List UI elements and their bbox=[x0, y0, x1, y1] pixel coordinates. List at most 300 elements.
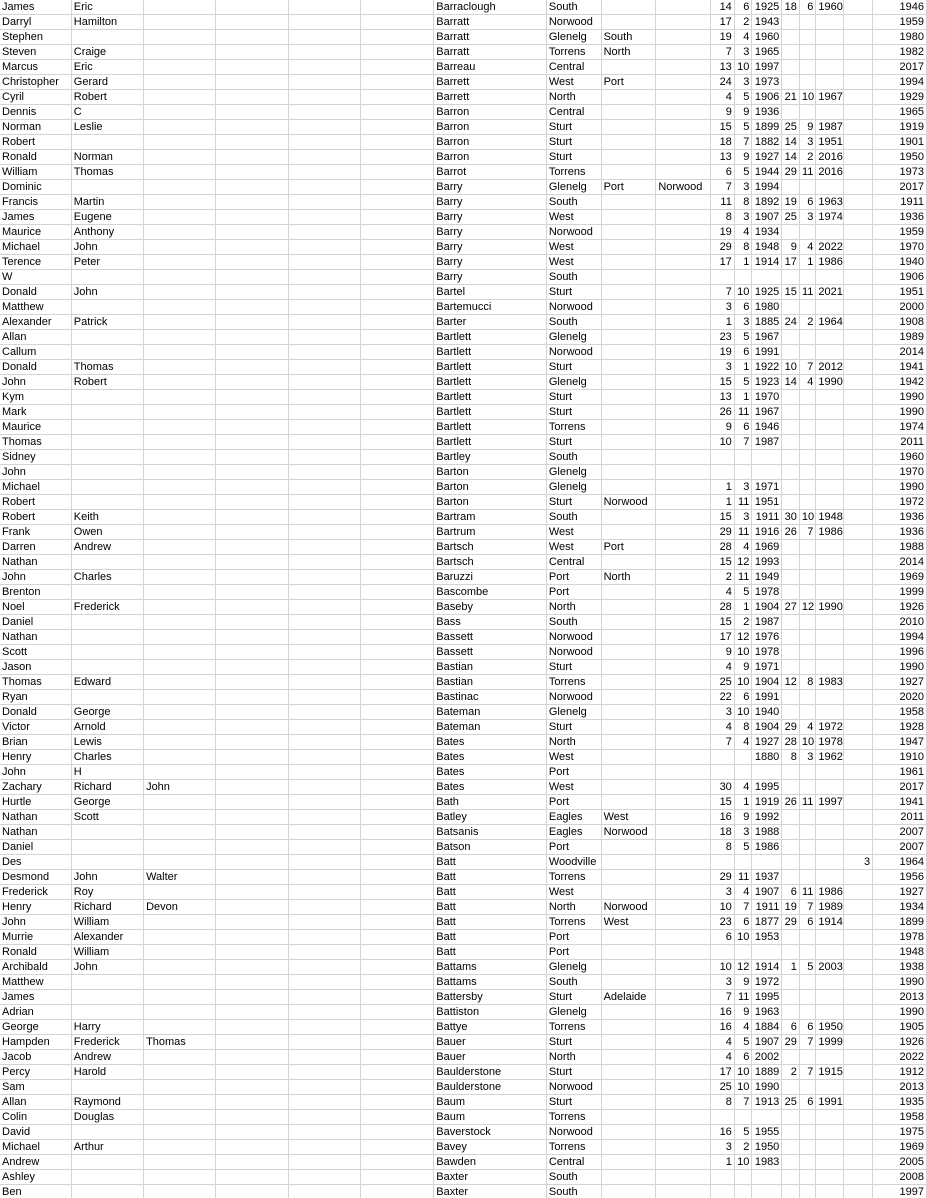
table-cell[interactable]: 1 bbox=[734, 360, 752, 375]
table-cell[interactable]: 3 bbox=[799, 750, 816, 765]
table-cell[interactable]: 1992 bbox=[752, 810, 782, 825]
table-cell[interactable] bbox=[601, 285, 656, 300]
table-cell[interactable]: Matthew bbox=[0, 300, 71, 315]
table-cell[interactable] bbox=[656, 315, 711, 330]
table-cell[interactable]: 1919 bbox=[752, 795, 782, 810]
table-cell[interactable]: Bavey bbox=[434, 1140, 547, 1155]
table-cell[interactable] bbox=[144, 105, 216, 120]
table-cell[interactable] bbox=[360, 975, 433, 990]
table-cell[interactable] bbox=[360, 345, 433, 360]
table-cell[interactable]: 1940 bbox=[752, 705, 782, 720]
table-cell[interactable] bbox=[601, 780, 656, 795]
table-cell[interactable] bbox=[360, 270, 433, 285]
table-cell[interactable] bbox=[844, 1125, 873, 1140]
table-cell[interactable]: Bauer bbox=[434, 1050, 547, 1065]
table-cell[interactable]: 1999 bbox=[873, 585, 927, 600]
table-cell[interactable]: 6 bbox=[799, 1020, 816, 1035]
table-cell[interactable]: Sturt bbox=[546, 135, 601, 150]
table-cell[interactable]: John bbox=[0, 465, 71, 480]
table-cell[interactable]: 1927 bbox=[752, 735, 782, 750]
table-cell[interactable] bbox=[71, 405, 143, 420]
table-cell[interactable]: 10 bbox=[711, 900, 735, 915]
table-cell[interactable] bbox=[360, 600, 433, 615]
table-cell[interactable] bbox=[799, 480, 816, 495]
table-cell[interactable] bbox=[844, 525, 873, 540]
table-cell[interactable] bbox=[656, 1110, 711, 1125]
table-cell[interactable]: 7 bbox=[799, 1035, 816, 1050]
table-cell[interactable]: Battams bbox=[434, 960, 547, 975]
table-cell[interactable]: George bbox=[71, 705, 143, 720]
table-cell[interactable]: Marcus bbox=[0, 60, 71, 75]
table-cell[interactable]: Batt bbox=[434, 945, 547, 960]
table-cell[interactable] bbox=[288, 915, 360, 930]
table-cell[interactable] bbox=[288, 930, 360, 945]
table-cell[interactable]: 1972 bbox=[752, 975, 782, 990]
table-cell[interactable] bbox=[782, 45, 800, 60]
table-cell[interactable]: 1 bbox=[782, 960, 800, 975]
table-cell[interactable] bbox=[844, 900, 873, 915]
table-cell[interactable] bbox=[71, 30, 143, 45]
table-cell[interactable]: West bbox=[546, 780, 601, 795]
table-cell[interactable] bbox=[782, 405, 800, 420]
table-cell[interactable]: 1986 bbox=[816, 525, 844, 540]
table-cell[interactable]: John bbox=[144, 780, 216, 795]
table-cell[interactable] bbox=[656, 150, 711, 165]
table-cell[interactable] bbox=[601, 210, 656, 225]
table-cell[interactable] bbox=[816, 780, 844, 795]
table-cell[interactable] bbox=[844, 150, 873, 165]
table-cell[interactable] bbox=[601, 690, 656, 705]
table-cell[interactable]: 1907 bbox=[752, 210, 782, 225]
table-cell[interactable]: 1949 bbox=[752, 570, 782, 585]
table-cell[interactable] bbox=[656, 195, 711, 210]
table-cell[interactable] bbox=[656, 870, 711, 885]
table-cell[interactable]: Michael bbox=[0, 480, 71, 495]
table-cell[interactable]: 1986 bbox=[816, 885, 844, 900]
table-cell[interactable]: 1948 bbox=[873, 945, 927, 960]
table-cell[interactable] bbox=[360, 105, 433, 120]
table-cell[interactable]: 30 bbox=[782, 510, 800, 525]
table-cell[interactable] bbox=[216, 180, 288, 195]
table-cell[interactable] bbox=[288, 960, 360, 975]
table-cell[interactable] bbox=[844, 750, 873, 765]
table-cell[interactable]: 5 bbox=[734, 585, 752, 600]
table-cell[interactable]: 3 bbox=[734, 480, 752, 495]
table-cell[interactable]: Keith bbox=[71, 510, 143, 525]
table-cell[interactable] bbox=[288, 945, 360, 960]
table-cell[interactable]: Stephen bbox=[0, 30, 71, 45]
table-cell[interactable]: 11 bbox=[799, 165, 816, 180]
table-cell[interactable] bbox=[799, 105, 816, 120]
table-cell[interactable]: Donald bbox=[0, 285, 71, 300]
table-cell[interactable] bbox=[216, 900, 288, 915]
table-cell[interactable] bbox=[216, 150, 288, 165]
table-cell[interactable]: Bartel bbox=[434, 285, 547, 300]
table-cell[interactable]: Sturt bbox=[546, 390, 601, 405]
table-cell[interactable]: Desmond bbox=[0, 870, 71, 885]
table-cell[interactable] bbox=[656, 750, 711, 765]
table-cell[interactable] bbox=[816, 1155, 844, 1170]
table-cell[interactable]: Bartlett bbox=[434, 435, 547, 450]
table-cell[interactable]: 6 bbox=[782, 885, 800, 900]
table-cell[interactable] bbox=[360, 555, 433, 570]
table-cell[interactable] bbox=[816, 75, 844, 90]
table-cell[interactable]: Edward bbox=[71, 675, 143, 690]
table-cell[interactable] bbox=[816, 1050, 844, 1065]
table-cell[interactable] bbox=[711, 945, 735, 960]
table-cell[interactable] bbox=[799, 855, 816, 870]
table-cell[interactable] bbox=[360, 240, 433, 255]
table-cell[interactable] bbox=[656, 1035, 711, 1050]
table-cell[interactable] bbox=[216, 750, 288, 765]
table-cell[interactable] bbox=[601, 840, 656, 855]
table-cell[interactable]: Eagles bbox=[546, 825, 601, 840]
table-cell[interactable]: Baulderstone bbox=[434, 1080, 547, 1095]
table-cell[interactable]: 23 bbox=[711, 330, 735, 345]
table-cell[interactable]: 1910 bbox=[873, 750, 927, 765]
table-cell[interactable] bbox=[844, 345, 873, 360]
table-cell[interactable]: 1980 bbox=[873, 30, 927, 45]
table-cell[interactable] bbox=[216, 795, 288, 810]
table-cell[interactable] bbox=[799, 1185, 816, 1198]
table-cell[interactable] bbox=[360, 285, 433, 300]
table-cell[interactable]: Patrick bbox=[71, 315, 143, 330]
table-cell[interactable] bbox=[844, 495, 873, 510]
table-cell[interactable]: Robert bbox=[0, 495, 71, 510]
table-cell[interactable] bbox=[216, 120, 288, 135]
table-cell[interactable] bbox=[782, 15, 800, 30]
table-cell[interactable] bbox=[799, 405, 816, 420]
table-cell[interactable] bbox=[216, 225, 288, 240]
table-cell[interactable] bbox=[144, 840, 216, 855]
table-cell[interactable] bbox=[216, 450, 288, 465]
table-cell[interactable]: 1995 bbox=[752, 990, 782, 1005]
table-cell[interactable]: Bass bbox=[434, 615, 547, 630]
table-cell[interactable]: Batson bbox=[434, 840, 547, 855]
table-cell[interactable]: Battiston bbox=[434, 1005, 547, 1020]
table-cell[interactable]: 6 bbox=[734, 690, 752, 705]
table-cell[interactable] bbox=[216, 1125, 288, 1140]
table-cell[interactable] bbox=[799, 945, 816, 960]
table-cell[interactable]: 17 bbox=[782, 255, 800, 270]
table-cell[interactable] bbox=[360, 525, 433, 540]
table-cell[interactable]: Robert bbox=[71, 90, 143, 105]
table-cell[interactable] bbox=[656, 885, 711, 900]
table-cell[interactable]: 25 bbox=[782, 1095, 800, 1110]
table-cell[interactable]: Sidney bbox=[0, 450, 71, 465]
table-cell[interactable] bbox=[144, 1050, 216, 1065]
table-cell[interactable]: 1982 bbox=[873, 45, 927, 60]
table-cell[interactable] bbox=[799, 300, 816, 315]
table-cell[interactable] bbox=[601, 435, 656, 450]
table-cell[interactable] bbox=[782, 330, 800, 345]
table-cell[interactable]: 2012 bbox=[816, 360, 844, 375]
table-cell[interactable] bbox=[656, 675, 711, 690]
table-cell[interactable] bbox=[799, 390, 816, 405]
table-cell[interactable] bbox=[144, 375, 216, 390]
table-cell[interactable]: 11 bbox=[711, 195, 735, 210]
table-cell[interactable] bbox=[360, 150, 433, 165]
table-cell[interactable] bbox=[656, 105, 711, 120]
table-cell[interactable] bbox=[360, 135, 433, 150]
table-cell[interactable] bbox=[144, 990, 216, 1005]
table-cell[interactable] bbox=[844, 840, 873, 855]
table-cell[interactable] bbox=[816, 570, 844, 585]
table-cell[interactable] bbox=[288, 555, 360, 570]
table-cell[interactable]: Sam bbox=[0, 1080, 71, 1095]
table-cell[interactable] bbox=[782, 930, 800, 945]
table-cell[interactable]: 1927 bbox=[873, 675, 927, 690]
table-cell[interactable] bbox=[782, 825, 800, 840]
table-cell[interactable]: 1937 bbox=[752, 870, 782, 885]
table-cell[interactable] bbox=[288, 615, 360, 630]
table-cell[interactable]: Torrens bbox=[546, 870, 601, 885]
table-cell[interactable]: 16 bbox=[711, 810, 735, 825]
table-cell[interactable] bbox=[656, 960, 711, 975]
table-cell[interactable] bbox=[360, 705, 433, 720]
table-cell[interactable]: 1970 bbox=[873, 240, 927, 255]
table-cell[interactable] bbox=[360, 780, 433, 795]
table-cell[interactable]: James bbox=[0, 0, 71, 15]
table-cell[interactable]: C bbox=[71, 105, 143, 120]
table-cell[interactable] bbox=[601, 705, 656, 720]
table-cell[interactable] bbox=[656, 60, 711, 75]
table-cell[interactable]: Sturt bbox=[546, 405, 601, 420]
table-cell[interactable] bbox=[782, 75, 800, 90]
table-cell[interactable] bbox=[288, 1125, 360, 1140]
table-cell[interactable]: Eric bbox=[71, 60, 143, 75]
table-cell[interactable]: Adrian bbox=[0, 1005, 71, 1020]
table-cell[interactable] bbox=[601, 675, 656, 690]
table-cell[interactable] bbox=[844, 360, 873, 375]
table-cell[interactable] bbox=[844, 240, 873, 255]
table-cell[interactable] bbox=[656, 90, 711, 105]
table-cell[interactable] bbox=[216, 570, 288, 585]
table-cell[interactable]: 9 bbox=[734, 810, 752, 825]
table-cell[interactable] bbox=[844, 1005, 873, 1020]
table-cell[interactable]: Robert bbox=[71, 375, 143, 390]
table-cell[interactable] bbox=[816, 495, 844, 510]
table-cell[interactable]: 15 bbox=[711, 615, 735, 630]
table-cell[interactable] bbox=[360, 0, 433, 15]
table-cell[interactable] bbox=[144, 15, 216, 30]
table-cell[interactable] bbox=[288, 45, 360, 60]
table-cell[interactable] bbox=[288, 390, 360, 405]
table-cell[interactable] bbox=[216, 405, 288, 420]
table-cell[interactable]: Thomas bbox=[71, 360, 143, 375]
table-cell[interactable] bbox=[360, 615, 433, 630]
table-cell[interactable] bbox=[799, 930, 816, 945]
table-cell[interactable] bbox=[601, 510, 656, 525]
table-cell[interactable]: 1904 bbox=[752, 675, 782, 690]
table-cell[interactable] bbox=[144, 180, 216, 195]
table-cell[interactable] bbox=[71, 330, 143, 345]
table-cell[interactable]: 10 bbox=[711, 960, 735, 975]
table-cell[interactable]: 1892 bbox=[752, 195, 782, 210]
table-cell[interactable]: 16 bbox=[711, 1020, 735, 1035]
table-cell[interactable]: 13 bbox=[711, 150, 735, 165]
table-cell[interactable]: Battams bbox=[434, 975, 547, 990]
table-cell[interactable] bbox=[656, 345, 711, 360]
table-cell[interactable] bbox=[782, 945, 800, 960]
table-cell[interactable] bbox=[601, 1065, 656, 1080]
table-cell[interactable]: 1 bbox=[799, 255, 816, 270]
table-cell[interactable]: 2017 bbox=[873, 60, 927, 75]
table-cell[interactable] bbox=[288, 510, 360, 525]
table-cell[interactable] bbox=[288, 720, 360, 735]
table-cell[interactable] bbox=[288, 795, 360, 810]
table-cell[interactable] bbox=[144, 645, 216, 660]
table-cell[interactable] bbox=[360, 825, 433, 840]
table-cell[interactable] bbox=[216, 105, 288, 120]
table-cell[interactable]: Barron bbox=[434, 120, 547, 135]
table-cell[interactable]: 8 bbox=[734, 240, 752, 255]
table-cell[interactable]: 1923 bbox=[752, 375, 782, 390]
table-cell[interactable]: 1 bbox=[711, 495, 735, 510]
table-cell[interactable]: 2020 bbox=[873, 690, 927, 705]
table-cell[interactable]: South bbox=[546, 510, 601, 525]
table-cell[interactable]: 1997 bbox=[816, 795, 844, 810]
table-cell[interactable]: Norwood bbox=[601, 900, 656, 915]
table-cell[interactable] bbox=[782, 630, 800, 645]
table-cell[interactable] bbox=[216, 1020, 288, 1035]
table-cell[interactable]: 1914 bbox=[752, 960, 782, 975]
table-cell[interactable] bbox=[288, 360, 360, 375]
table-cell[interactable]: 1990 bbox=[873, 480, 927, 495]
table-cell[interactable]: 1912 bbox=[873, 1065, 927, 1080]
table-cell[interactable]: 28 bbox=[711, 600, 735, 615]
table-cell[interactable] bbox=[799, 450, 816, 465]
table-cell[interactable]: Batt bbox=[434, 900, 547, 915]
table-cell[interactable]: Thomas bbox=[71, 165, 143, 180]
table-cell[interactable]: Charles bbox=[71, 570, 143, 585]
table-cell[interactable]: 1953 bbox=[752, 930, 782, 945]
table-cell[interactable] bbox=[711, 1170, 735, 1185]
table-cell[interactable] bbox=[288, 1155, 360, 1170]
table-cell[interactable]: 1991 bbox=[752, 345, 782, 360]
table-cell[interactable]: Sturt bbox=[546, 150, 601, 165]
table-cell[interactable]: Eagles bbox=[546, 810, 601, 825]
table-cell[interactable] bbox=[656, 795, 711, 810]
table-cell[interactable] bbox=[799, 30, 816, 45]
table-cell[interactable]: Ronald bbox=[0, 150, 71, 165]
table-cell[interactable] bbox=[601, 765, 656, 780]
table-cell[interactable] bbox=[288, 270, 360, 285]
table-cell[interactable]: Michael bbox=[0, 240, 71, 255]
table-cell[interactable] bbox=[216, 15, 288, 30]
table-cell[interactable] bbox=[360, 30, 433, 45]
table-cell[interactable] bbox=[656, 900, 711, 915]
table-cell[interactable] bbox=[816, 840, 844, 855]
table-cell[interactable]: 2014 bbox=[873, 345, 927, 360]
table-cell[interactable] bbox=[844, 330, 873, 345]
table-cell[interactable]: 1884 bbox=[752, 1020, 782, 1035]
table-cell[interactable] bbox=[782, 1005, 800, 1020]
table-cell[interactable] bbox=[799, 990, 816, 1005]
table-cell[interactable] bbox=[360, 765, 433, 780]
table-cell[interactable]: Nathan bbox=[0, 810, 71, 825]
table-cell[interactable]: 4 bbox=[734, 735, 752, 750]
table-cell[interactable]: 1959 bbox=[873, 15, 927, 30]
table-cell[interactable] bbox=[288, 810, 360, 825]
table-cell[interactable]: Bartlett bbox=[434, 345, 547, 360]
table-cell[interactable]: Arthur bbox=[71, 1140, 143, 1155]
table-cell[interactable]: Jacob bbox=[0, 1050, 71, 1065]
table-cell[interactable] bbox=[799, 465, 816, 480]
table-cell[interactable] bbox=[288, 435, 360, 450]
table-cell[interactable] bbox=[288, 660, 360, 675]
table-cell[interactable]: 9 bbox=[734, 1005, 752, 1020]
table-cell[interactable] bbox=[844, 960, 873, 975]
table-cell[interactable] bbox=[601, 630, 656, 645]
table-cell[interactable] bbox=[288, 1110, 360, 1125]
table-cell[interactable] bbox=[844, 990, 873, 1005]
table-cell[interactable]: 4 bbox=[734, 885, 752, 900]
table-cell[interactable]: 12 bbox=[782, 675, 800, 690]
table-cell[interactable] bbox=[656, 810, 711, 825]
table-cell[interactable]: 3 bbox=[844, 855, 873, 870]
table-cell[interactable]: Zachary bbox=[0, 780, 71, 795]
table-cell[interactable] bbox=[782, 660, 800, 675]
table-cell[interactable] bbox=[782, 540, 800, 555]
table-cell[interactable]: John bbox=[0, 375, 71, 390]
table-cell[interactable] bbox=[799, 645, 816, 660]
table-cell[interactable]: Douglas bbox=[71, 1110, 143, 1125]
table-cell[interactable] bbox=[601, 885, 656, 900]
table-cell[interactable]: 1914 bbox=[816, 915, 844, 930]
table-cell[interactable]: Sturt bbox=[546, 660, 601, 675]
table-cell[interactable] bbox=[816, 540, 844, 555]
table-cell[interactable]: 2021 bbox=[816, 285, 844, 300]
table-cell[interactable]: 1950 bbox=[873, 150, 927, 165]
table-cell[interactable] bbox=[601, 465, 656, 480]
table-cell[interactable] bbox=[71, 1080, 143, 1095]
table-cell[interactable] bbox=[360, 510, 433, 525]
table-cell[interactable]: 10 bbox=[782, 360, 800, 375]
table-cell[interactable] bbox=[216, 825, 288, 840]
table-cell[interactable]: Norwood bbox=[546, 1125, 601, 1140]
table-cell[interactable] bbox=[601, 315, 656, 330]
table-cell[interactable]: Port bbox=[546, 840, 601, 855]
table-cell[interactable] bbox=[216, 1155, 288, 1170]
table-cell[interactable] bbox=[216, 210, 288, 225]
table-cell[interactable] bbox=[288, 240, 360, 255]
table-cell[interactable] bbox=[144, 240, 216, 255]
table-cell[interactable] bbox=[360, 405, 433, 420]
table-cell[interactable] bbox=[288, 645, 360, 660]
table-cell[interactable] bbox=[288, 705, 360, 720]
table-cell[interactable] bbox=[601, 585, 656, 600]
table-cell[interactable]: Devon bbox=[144, 900, 216, 915]
table-cell[interactable]: Leslie bbox=[71, 120, 143, 135]
table-cell[interactable]: South bbox=[546, 270, 601, 285]
table-cell[interactable] bbox=[288, 150, 360, 165]
table-cell[interactable] bbox=[601, 735, 656, 750]
table-cell[interactable]: 7 bbox=[711, 180, 735, 195]
table-cell[interactable] bbox=[360, 660, 433, 675]
table-cell[interactable] bbox=[601, 1050, 656, 1065]
table-cell[interactable] bbox=[360, 210, 433, 225]
table-cell[interactable] bbox=[360, 570, 433, 585]
table-cell[interactable]: 1995 bbox=[752, 780, 782, 795]
table-cell[interactable]: 11 bbox=[734, 495, 752, 510]
table-cell[interactable] bbox=[216, 315, 288, 330]
table-cell[interactable] bbox=[144, 585, 216, 600]
table-cell[interactable] bbox=[782, 1155, 800, 1170]
table-cell[interactable] bbox=[844, 930, 873, 945]
table-cell[interactable]: 12 bbox=[734, 960, 752, 975]
table-cell[interactable]: 1946 bbox=[752, 420, 782, 435]
